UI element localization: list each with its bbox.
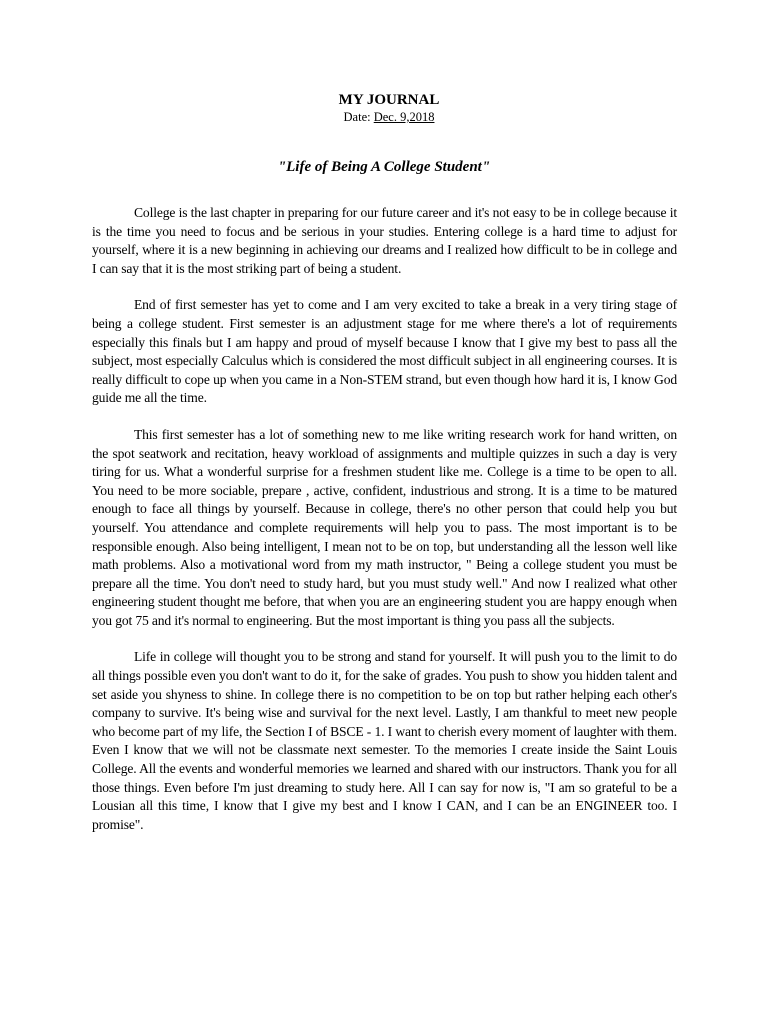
date-value: Dec. 9,2018 <box>373 110 435 124</box>
paragraph: Life in college will thought you to be strong and stand for yourself. It will push you to the limit to do all things possible even you don't want to do it, for the sake of grades. You push to show you hidden talent and set aside you shyness to shine. In college there is no competition to be on top but rather helping each other's company to survive. It's being wise and survival for the next level. Lastly, I am thankful to meet new people who become part of my life, the Section I of BSCE - 1. I want to cherish every moment of laughter with them. Even I know that we will not be classmate next semester. To the memories I create inside the Saint Louis College. All the events and wonderful memories we learned and shared with our instructors. Thank you for all those things. Even before I'm just dreaming to study here. All I can say for now is, "I am so grateful to be a Lousian all this time, I know that I give my best and I know I CAN, and I can be an ENGINEER too. I promise". <box>92 649 677 832</box>
journal-title: MY JOURNAL <box>338 92 440 108</box>
paragraph: This first semester has a lot of something new to me like writing research work for hand written, on the spot seatwork and recitation, heavy workload of assignments and multiple quizzes in such a day is very tiring for us. What a wonderful surprise for a freshmen student like me. College is a time to be open to all. You need to be more sociable, prepare , active, confident, industrious and strong. It is a time to be matured enough to face all things by yourself. Because in college, there's no other person that could help you but yourself. You attendance and complete requirements will help you to pass. The most important is to be responsible enough. Also being intelligent, I mean not to be on top, but understanding all the lesson well like math problems. Also a motivational word from my math instructor, " Being a college student you must be prepare all the time. You don't need to study hard, but you must study well." And now I realized what other engineering student thought me before, that when you are an engineering student you are happy enough when you got 75 and it's normal to engineering. But the most important is thing you pass all the subjects. <box>92 426 677 628</box>
essay-title: "Life of Being A College Student" <box>277 159 491 175</box>
paragraph: College is the last chapter in preparing for our future career and it's not easy to be in college because it is the time you need to focus and be serious in your studies. Entering college is a hard time to adjust for yourself, where it is a new beginning in achieving our dreams and I realized how difficult to be in college and I can say that it is the most striking part of being a student. <box>92 205 677 276</box>
date-line <box>0 109 768 125</box>
essay-body <box>92 204 677 852</box>
paragraph: End of first semester has yet to come and I am very excited to take a break in a very tiring stage of being a college student. First semester is an adjustment stage for me where there's a lot of requirements especially this finals but I am happy and proud of myself because I know that I give my best to pass all the subject, most especially Calculus which is considered the most difficult subject in all engineering courses. It is really difficult to cope up when you came in a Non-STEM strand, but even though how hard it is, I know God guide me all the time. <box>92 297 677 406</box>
journal-header <box>0 91 768 125</box>
date-label: Date: <box>343 110 371 124</box>
